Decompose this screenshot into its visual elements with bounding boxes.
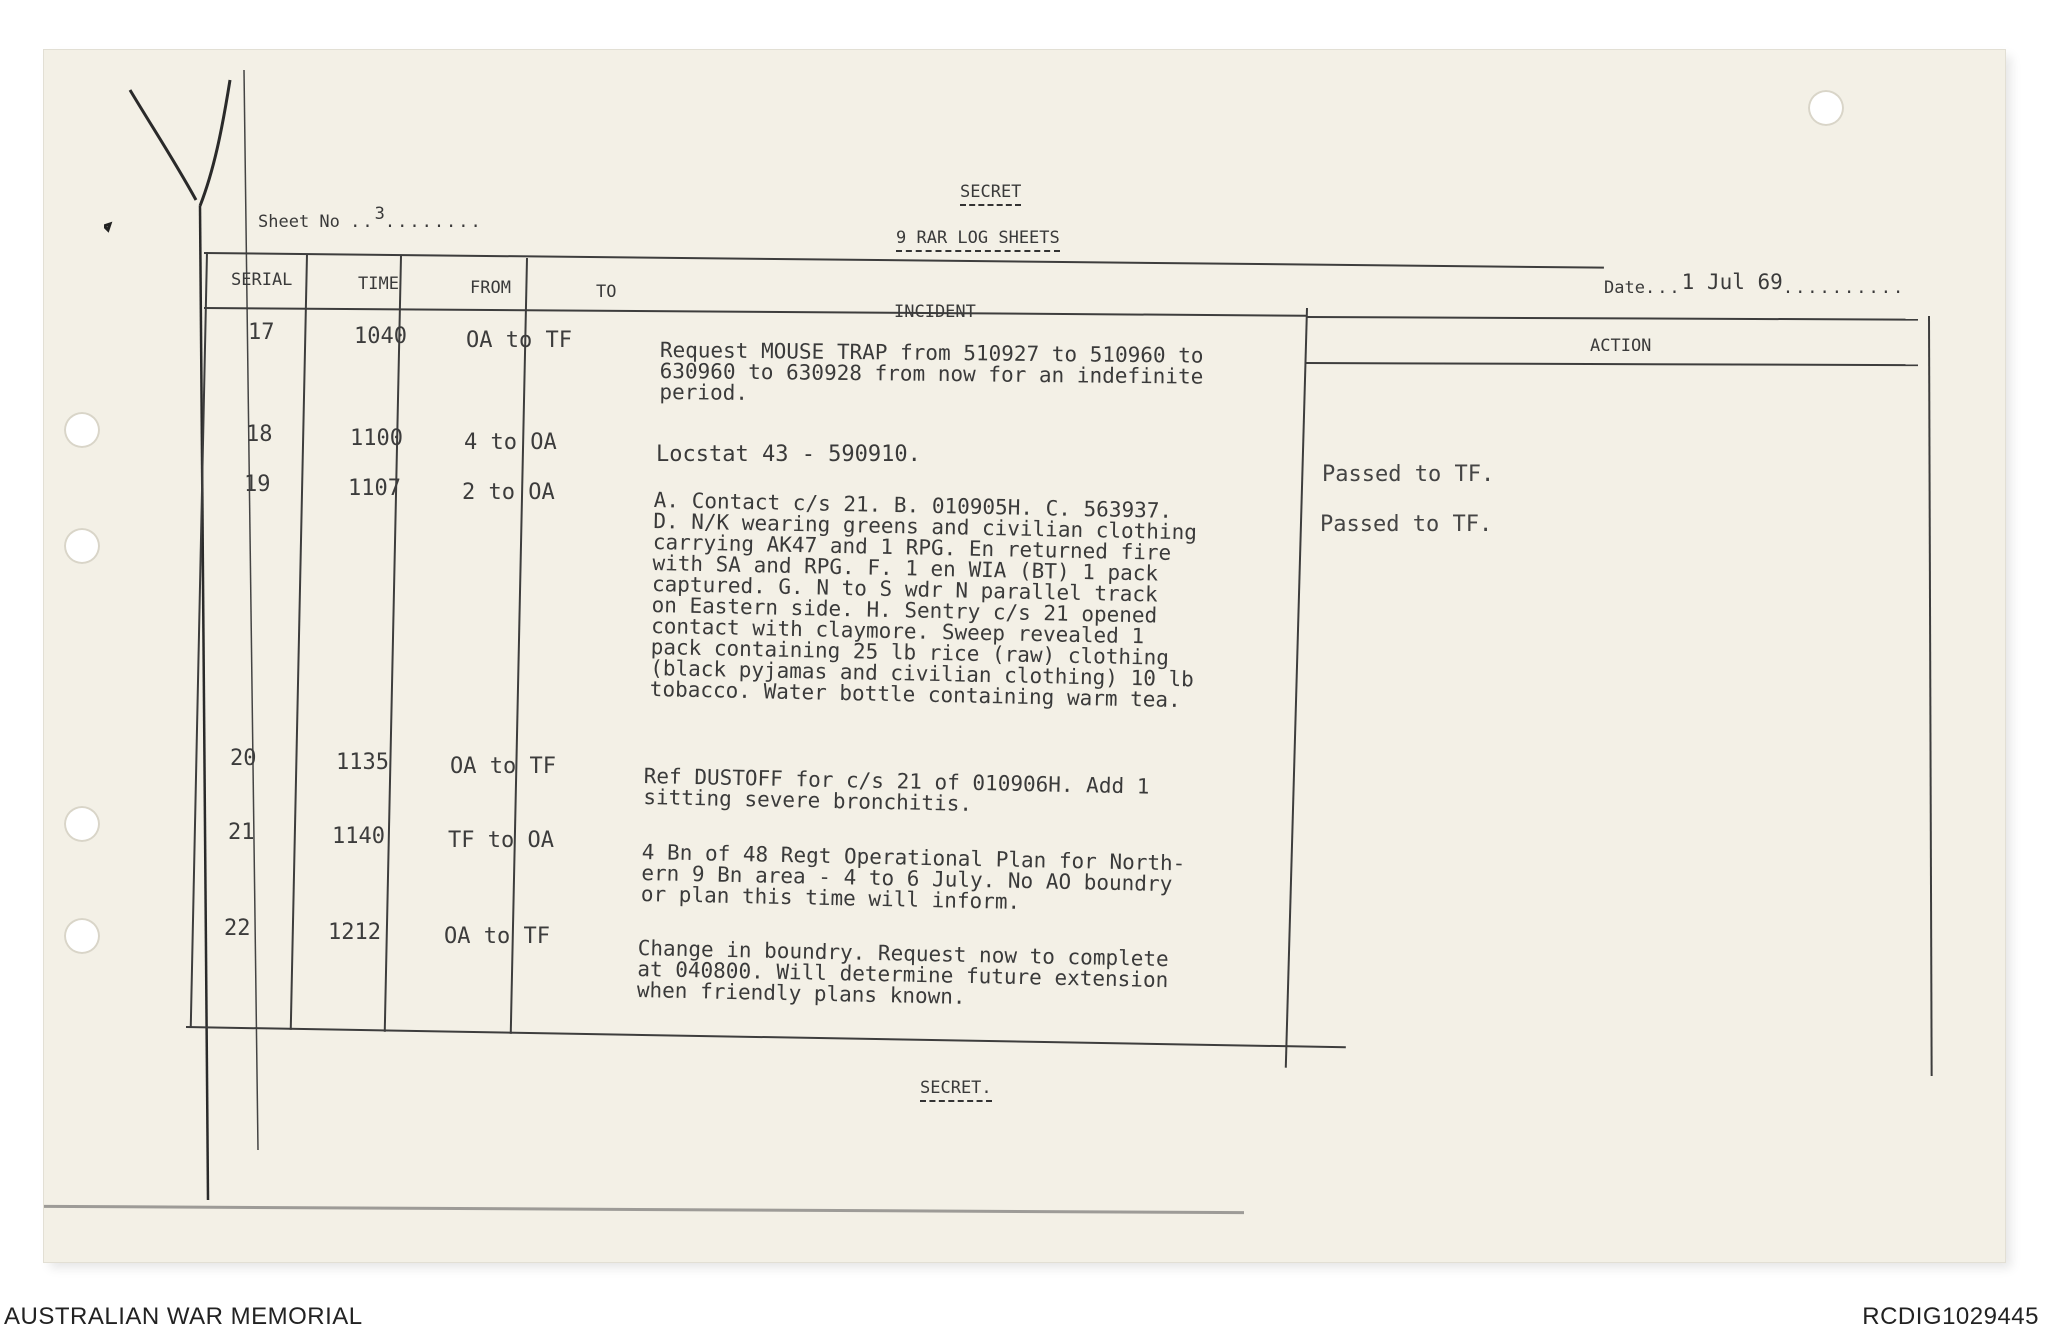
punch-hole	[64, 806, 100, 842]
row-19-incident: A. Contact c/s 21. B. 010905H. C. 563937. D. N/K wearing greens and civilian clothing carrying AK47 and 1 RPG. En returned fire with SA and RPG. F. 1 en WIA (BT) 1 pack captured. G. N to S wdr N parallel track on Eastern side. H. Sentry c/s 21 opened contact with claymore. Sweep revealed 1 pack containing 25 lb rice (raw) clothing (black pyjamas and civilian clothing) 10 lb tobacco. Water bottle containing warm tea.	[649, 488, 1198, 713]
row-21-incident: 4 Bn of 48 Regt Operational Plan for North- ern 9 Bn area - 4 to 6 July. No AO boundry or plan this time will inform.	[640, 840, 1186, 914]
punch-hole	[1808, 90, 1844, 126]
sheet-number-field: Sheet No ..3........	[258, 204, 483, 232]
row-17-from-to: OA to TF	[466, 328, 572, 353]
row-18-incident: Locstat 43 - 590910.	[656, 442, 921, 467]
row-18-action: Passed to TF.	[1322, 462, 1495, 487]
row-20-from-to: OA to TF	[450, 754, 556, 779]
date-field: Date...1 Jul 69..........	[1604, 270, 1906, 298]
col-header-action: ACTION	[1590, 336, 1652, 356]
row-17-incident: Request MOUSE TRAP from 510927 to 510960 to 630960 to 630928 from now for an indefinite period.	[659, 338, 1204, 405]
row-21-serial: 21	[228, 820, 255, 845]
row-17-serial: 17	[248, 320, 275, 345]
column-divider	[290, 254, 308, 1030]
row-20-serial: 20	[230, 746, 257, 771]
punch-hole	[64, 412, 100, 448]
archive-source: AUSTRALIAN WAR MEMORIAL	[4, 1303, 363, 1330]
action-header-underline	[1306, 362, 1918, 366]
row-19-from-to: 2 to OA	[462, 480, 555, 505]
row-19-serial: 19	[244, 472, 271, 497]
row-21-time: 1140	[332, 824, 385, 849]
column-divider	[384, 256, 402, 1032]
archive-footer	[0, 1293, 2047, 1339]
row-22-from-to: OA to TF	[444, 924, 550, 949]
row-20-incident: Ref DUSTOFF for c/s 21 of 010906H. Add 1 sitting severe bronchitis.	[643, 764, 1150, 816]
col-header-serial: SERIAL	[231, 270, 293, 290]
row-18-serial: 18	[246, 422, 273, 447]
row-22-incident: Change in boundry. Request now to complete at 040800. Will determine future extension when friendly plans known.	[636, 936, 1169, 1009]
col-header-time: TIME	[358, 274, 399, 294]
row-21-from-to: TF to OA	[448, 828, 554, 853]
col-header-from: FROM	[470, 278, 511, 298]
row-19-action: Passed to TF.	[1320, 512, 1493, 537]
table-bottom-border	[186, 1026, 1346, 1048]
column-divider	[1928, 316, 1933, 1076]
archive-id: RCDIG1029445	[1862, 1303, 2039, 1330]
table-top-border	[204, 252, 1604, 269]
punch-hole	[64, 528, 100, 564]
row-19-time: 1107	[348, 476, 401, 501]
row-20-time: 1135	[336, 750, 389, 775]
classification-header: SECRET	[960, 182, 1021, 206]
row-17-time: 1040	[354, 324, 407, 349]
row-22-serial: 22	[224, 916, 251, 941]
row-18-from-to: 4 to OA	[464, 430, 557, 455]
row-22-time: 1212	[328, 920, 381, 945]
margin-pen-marks	[104, 50, 264, 1210]
document-title: 9 RAR LOG SHEETS	[896, 228, 1060, 252]
date-label: Date	[1604, 278, 1645, 298]
col-header-incident: INCIDENT	[894, 302, 976, 322]
classification-footer: SECRET.	[920, 1078, 992, 1102]
row-18-time: 1100	[350, 426, 403, 451]
sheet-number-label: Sheet No	[258, 212, 340, 232]
header-underline	[204, 307, 1306, 317]
punch-hole	[64, 918, 100, 954]
sheet-number-value: 3	[374, 204, 385, 224]
column-divider	[510, 258, 528, 1034]
date-value: 1 Jul 69	[1681, 270, 1783, 294]
action-header-top-border	[1306, 316, 1918, 321]
col-header-to: TO	[596, 282, 617, 302]
log-sheet-page	[44, 50, 2005, 1262]
